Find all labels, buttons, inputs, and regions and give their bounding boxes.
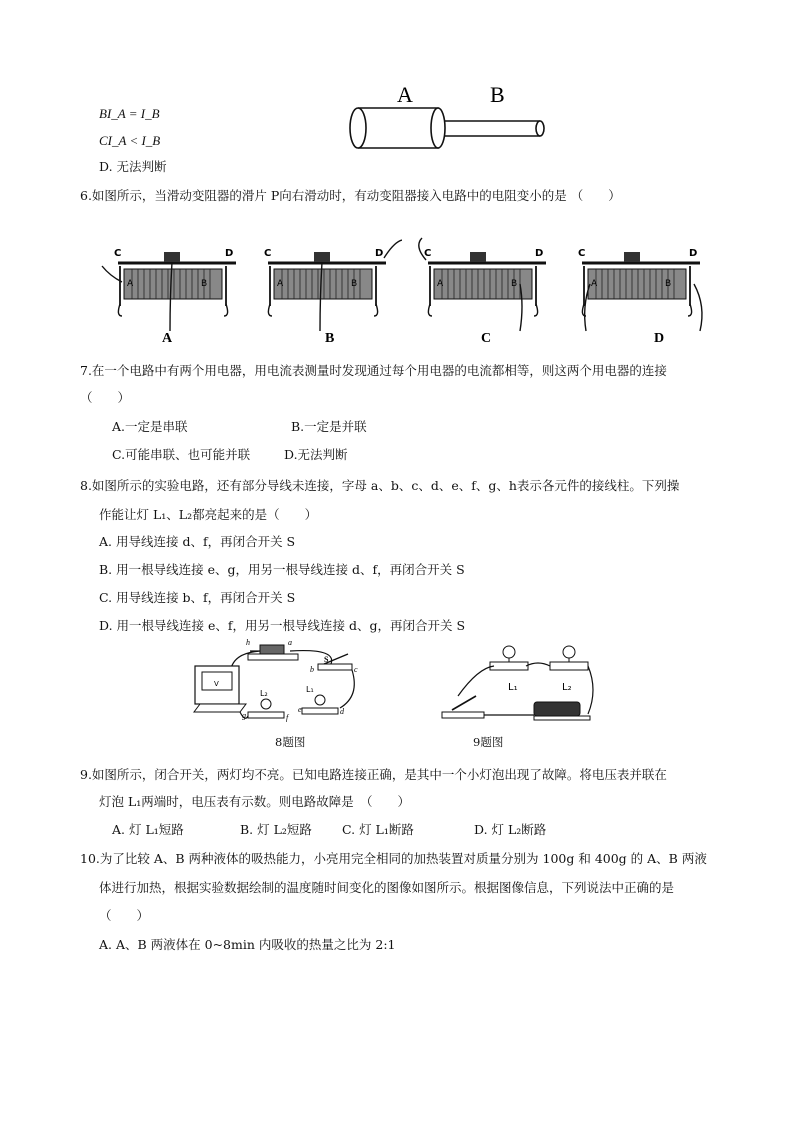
terminal-c-label: C [264,248,272,259]
terminal-a-label: A [127,279,134,289]
q8-option-b: B. 用一根导线连接 e、g，用另一根导线连接 d、f，再闭合开关 S [99,562,465,577]
voltmeter-label: V [214,680,219,688]
terminal-b-label: B [665,279,672,289]
figure-label: A [162,331,173,346]
q5-label-b: B [490,82,505,107]
terminal-d-label: D [535,248,544,259]
q8-option-c: C. 用导线连接 b、f，再闭合开关 S [99,590,296,605]
lamp-l2-label: L₂ [260,689,268,698]
q10-stem-line2: 体进行加热，根据实验数据绘制的温度随时间变化的图像如图所示。根据图像信息，下列说法中正确的是 [99,880,675,895]
figure-9-caption: 9题图 [473,735,504,749]
terminal-h-label: h [246,638,250,647]
figure-9-circuit [438,640,598,726]
terminal-b-label: B [351,279,358,289]
q10-stem-line1: 10.为了比较 A、B 两种液体的吸热能力，小亮用完全相同的加热装置对质量分别为 100g 和 400g 的 A、B 两液 [80,851,707,866]
q6-rheostat-a [98,236,248,348]
q9-stem-line1: 9.如图所示，闭合开关，两灯均不亮。已知电路连接正确，是其中一个小灯泡出现了故障。将电压表并联在 [80,767,667,782]
terminal-d-label: D [689,248,698,259]
q7-option-b: B.一定是并联 [291,419,367,434]
terminal-a-label: a [288,638,292,647]
q9-stem-line2: 灯泡 L₁两端时，电压表有示数。则电路故障是 （ ） [99,794,411,809]
q7-option-d: D.无法判断 [284,447,348,462]
terminal-b-label: B [201,279,208,289]
switch-s-label: S [324,655,329,664]
figure-label: D [654,331,665,346]
terminal-b-label: B [511,279,518,289]
q5-conductor-figure [340,80,560,160]
q9-option-c: C. 灯 L₁断路 [342,822,414,837]
terminal-d-label: D [225,248,234,259]
q7-option-c: C.可能串联、也可能并联 [112,447,251,462]
terminal-e-label: e [298,705,302,714]
q9-option-a: A. 灯 L₁短路 [112,822,184,837]
lamp-l2-label: L₂ [562,682,572,693]
q6-rheostat-c [408,236,558,348]
q8-stem-line1: 8.如图所示的实验电路，还有部分导线未连接，字母 a、b、c、d、e、f、g、h表示各元件的接线柱。下列操 [80,478,680,493]
terminal-a-label: A [591,279,598,289]
terminal-c-label: C [578,248,586,259]
q10-paren: （ ） [99,908,150,923]
q9-option-b: B. 灯 L₂短路 [240,822,312,837]
terminal-d-label: D [375,248,384,259]
terminal-b-label: b [310,665,314,674]
terminal-g-label: g [242,711,246,720]
q10-option-a: A. A、B 两液体在 0~8min 内吸收的热量之比为 2:1 [99,937,396,952]
figure-8-caption: 8题图 [275,735,306,749]
lamp-l1-label: L₁ [306,685,314,694]
figure-label: C [481,331,492,346]
figure-label: B [325,331,335,346]
figure-8-circuit [190,636,370,732]
q5-option-b: BI_A = I_B [99,106,160,121]
q7-option-a: A.一定是串联 [112,419,188,434]
terminal-c-label: C [424,248,432,259]
q6-rheostat-b [252,236,402,348]
q5-option-c: CI_A < I_B [99,133,161,148]
terminal-f-label: f [286,713,289,722]
q8-option-a: A. 用导线连接 d、f，再闭合开关 S [99,534,296,549]
terminal-a-label: A [277,279,284,289]
lamp-l1-label: L₁ [508,682,518,693]
q9-option-d: D. 灯 L₂断路 [474,822,547,837]
q5-label-a: A [397,82,413,107]
q6-stem: 6.如图所示，当滑动变阻器的滑片 P向右滑动时，有动变阻器接入电路中的电阻变小的是 （ ） [80,188,621,203]
q7-paren: （ ） [80,390,131,405]
terminal-a-label: A [437,279,444,289]
q5-option-d: D. 无法判断 [99,159,167,174]
q7-stem: 7.在一个电路中有两个用电器，用电流表测量时发现通过每个用电器的电流都相等，则这两个用电器的连接 [80,363,667,378]
terminal-c-label: C [114,248,122,259]
q8-stem-line2: 作能让灯 L₁、L₂都亮起来的是（ ） [99,507,318,522]
terminal-c-label: c [354,665,358,674]
q6-rheostat-d [566,236,716,348]
q8-option-d: D. 用一根导线连接 e、f，用另一根导线连接 d、g，再闭合开关 S [99,618,466,633]
terminal-d-label: d [340,707,344,716]
